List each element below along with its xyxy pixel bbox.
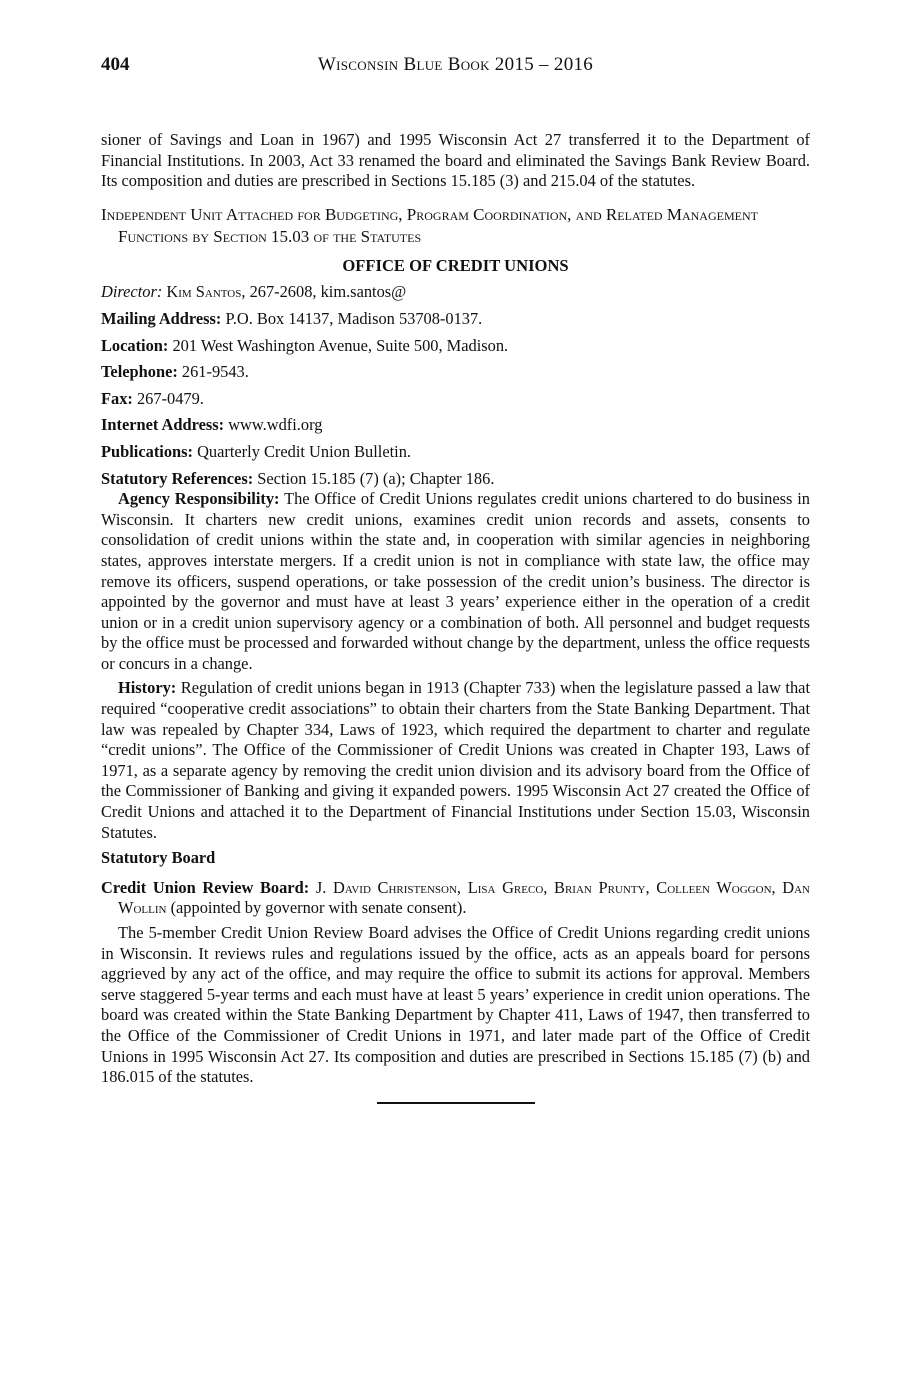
office-title: OFFICE OF CREDIT UNIONS	[342, 255, 569, 275]
internet-address-label: Internet Address:	[101, 415, 225, 435]
location-label: Location:	[101, 335, 169, 355]
intro-paragraph: sioner of Savings and Loan in 1967) and 1995 Wisconsin Act 27 transferred it to the Department of Financial Institutions. In 2003, Act 33 renamed the board and eliminated the Savings Bank Review Board. Its composition and duties are prescribed in Sections 15.185 (3) and 215.04 of the statutes.	[101, 130, 810, 191]
board-members: J. David Christenson, Lisa Greco, Brian Prunty, Colleen Woggon, Dan Wollin	[118, 877, 810, 918]
statutory-references-label: Statutory References:	[101, 468, 254, 488]
director-label: Director:	[101, 282, 163, 302]
fax-label: Fax:	[101, 388, 133, 408]
agency-responsibility-label: Agency Responsibility:	[118, 489, 280, 509]
mailing-address-label: Mailing Address:	[101, 308, 222, 328]
page-number: 404	[101, 54, 130, 75]
end-rule	[377, 1102, 535, 1104]
telephone-value: 261-9543.	[177, 362, 249, 382]
credit-union-review-board-entry	[101, 878, 810, 919]
running-title: Wisconsin Blue Book 2015 – 2016	[317, 54, 594, 75]
history-text: Regulation of credit unions began in 1913 (Chapter 733) when the legislature passed a law that required “cooperative credit associations” to obtain their charters from the State Banking Department. That law was repealed by Chapter 334, Laws of 1923, which required the department to charter and regulate “credit unions”. The Office of the Commissioner of Credit Unions was created in Chapter 193, Laws of 1971, as a separate agency by removing the credit union division and its advisory board from the Office of the Commissioner of Banking and giving it expanded powers. 1995 Wisconsin Act 27 created the Office of Credit Unions and attached it to the Department of Financial Institutions under Section 15.03, Wisconsin Statutes.	[101, 678, 810, 842]
history-paragraph	[101, 678, 810, 843]
location-line	[101, 336, 810, 357]
history-label: History:	[118, 678, 177, 698]
location-value: 201 West Washington Avenue, Suite 500, Madison.	[168, 335, 509, 355]
director-line	[101, 282, 810, 303]
mailing-address-line	[101, 309, 810, 330]
publications-line	[101, 442, 810, 463]
publications-value: Quarterly Credit Union Bulletin.	[192, 441, 412, 461]
fax-value: 267-0479.	[132, 388, 204, 408]
publications-label: Publications:	[101, 441, 193, 461]
statutory-references-line	[101, 469, 810, 490]
director-name: Kim Santos	[166, 282, 242, 302]
internet-address-value: www.wdfi.org	[224, 415, 323, 435]
director-contact: , 267-2608, kim.santos@	[241, 282, 407, 302]
statutory-board-heading: Statutory Board	[101, 848, 216, 868]
board-appointment-note: (appointed by governor with senate consent).	[166, 898, 467, 918]
telephone-label: Telephone:	[101, 362, 178, 382]
mailing-address-value: P.O. Box 14137, Madison 53708-0137.	[221, 308, 483, 328]
telephone-line	[101, 362, 810, 383]
agency-responsibility-paragraph	[101, 489, 810, 674]
internet-address-line	[101, 415, 810, 436]
unit-heading: Independent Unit Attached for Budgeting, Program Coordination, and Related Management Functions by Section 15.03 of the Statutes	[101, 204, 758, 246]
agency-responsibility-text: The Office of Credit Unions regulates credit unions chartered to do business in Wisconsin. It charters new credit unions, examines credit union records and assets, consents to consolidation of credit unions within the state and, in cooperation with similar agencies in neighboring states, approves interstate mergers. If a credit union is not in compliance with state law, the office may remove its officers, suspend operations, or take possession of the credit union’s business. The director is appointed by the governor and must have at least 3 years’ experience either in the operation of a credit union or in a credit union supervisory agency or a combination of both. All personnel and budget requests by the office must be processed and forwarded without change by the department, unless the office requests or concurs in a change.	[101, 489, 810, 673]
board-description: The 5-member Credit Union Review Board advises the Office of Credit Unions regarding credit unions in Wisconsin. It reviews rules and regulations issued by the office, acts as an appeals board for persons aggrieved by any act of the office, and may require the office to submit its actions for approval. Members serve staggered 5-year terms and each must have at least 5 years’ experience in credit union operations. The board was created within the State Banking Department by Chapter 411, Laws of 1947, then transferred to the Office of the Commissioner of Credit Unions in 1971, and later made part of the Office of Credit Unions in 1995 Wisconsin Act 27. Its composition and duties are prescribed in Sections 15.185 (7) (b) and 186.015 of the statutes.	[101, 923, 810, 1087]
page-header	[101, 55, 810, 85]
fax-line	[101, 389, 810, 410]
statutory-references-value: Section 15.185 (7) (a); Chapter 186.	[253, 468, 495, 488]
page	[101, 55, 810, 1104]
board-label: Credit Union Review Board:	[101, 877, 310, 897]
